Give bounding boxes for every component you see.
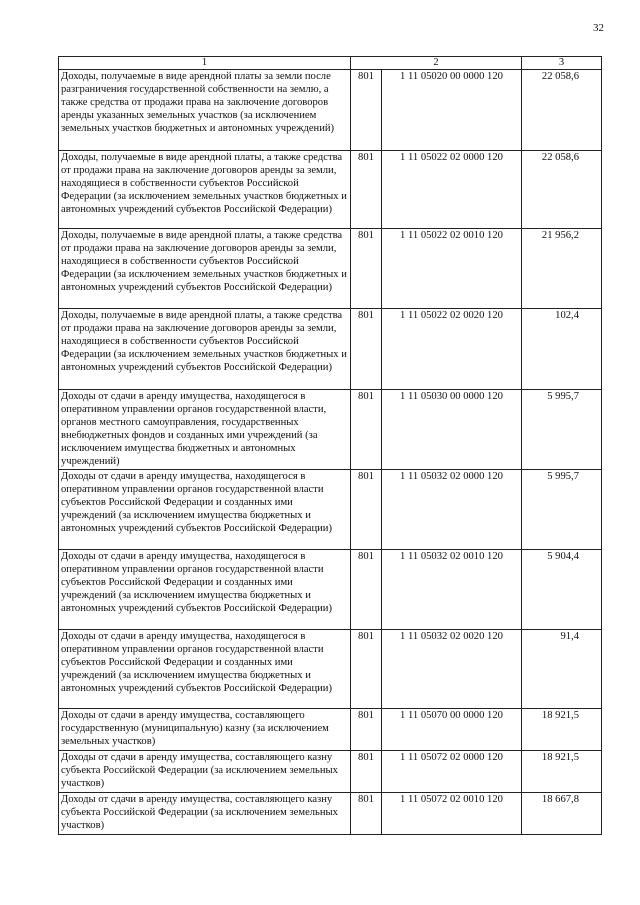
row-admin-code-text: 801 [358, 752, 374, 763]
row-admin-code [351, 630, 382, 709]
row-budget-code-text: 1 11 05030 00 0000 120 [400, 391, 503, 402]
row-amount [522, 793, 602, 835]
row-amount [522, 709, 602, 751]
row-admin-code [351, 309, 382, 390]
row-admin-code-text: 801 [358, 391, 374, 402]
row-description-text: Доходы, получаемые в виде арендной платы за земли после разграничения государственной собственности на землю, а также средства от продажи права на заключение договоров аренды указанных земельных участков (за исключением земельных участков бюджетных и автономных учреждений) [61, 71, 335, 134]
table-row [59, 229, 602, 309]
row-admin-code-text: 801 [358, 551, 374, 562]
row-amount-text: 18 921,5 [541, 752, 579, 763]
row-description-text: Доходы от сдачи в аренду имущества, находящегося в оперативном управлении органов государственной власти субъектов Российской Федерации и созданных ими учреждений (за исключением имущества бюджетных и автономных учреждений субъектов Российской Федерации) [61, 471, 333, 534]
row-amount-text: 91,4 [560, 631, 579, 642]
row-budget-code [382, 151, 522, 229]
row-amount [522, 151, 602, 229]
row-admin-code [351, 793, 382, 835]
row-admin-code-text: 801 [358, 152, 374, 163]
table-row [59, 751, 602, 793]
row-admin-code-text: 801 [358, 710, 374, 721]
row-admin-code-text: 801 [358, 794, 374, 805]
row-description-text: Доходы от сдачи в аренду имущества, составляющего казну субъекта Российской Федерации (за исключением земельных участков) [61, 752, 338, 789]
row-budget-code-text: 1 11 05020 00 0000 120 [400, 71, 503, 82]
table-row [59, 309, 602, 390]
row-amount [522, 550, 602, 630]
row-amount-text: 22 058,6 [541, 152, 579, 163]
row-budget-code [382, 309, 522, 390]
row-budget-code [382, 70, 522, 151]
row-amount-text: 102,4 [555, 310, 579, 321]
table-row [59, 390, 602, 470]
row-description-text: Доходы, получаемые в виде арендной платы, а также средства от продажи права на заключение договоров аренды за земли, находящиеся в собственности субъектов Российской Федерации (за исключением земельных участков бюджетных и автономных учреждений субъектов Российской Федерации) [61, 230, 347, 293]
row-description [59, 709, 351, 751]
row-budget-code [382, 550, 522, 630]
row-budget-code-text: 1 11 05022 02 0000 120 [400, 152, 503, 163]
row-budget-code-text: 1 11 05070 00 0000 120 [400, 710, 503, 721]
row-description-text: Доходы от сдачи в аренду имущества, находящегося в оперативном управлении органов государственной власти, органов местного самоуправления, государственных внебюджетных фондов и созданных ими учреждений (за исключением имущества бюджетных и автономных учреждений) [61, 391, 327, 467]
row-amount-text: 5 904,4 [547, 551, 579, 562]
row-admin-code-text: 801 [358, 631, 374, 642]
row-description-text: Доходы, получаемые в виде арендной платы, а также средства от продажи права на заключение договоров аренды за земли, находящиеся в собственности субъектов Российской Федерации (за исключением земельных участков бюджетных и автономных учреждений субъектов Российской Федерации) [61, 152, 347, 215]
row-admin-code-text: 801 [358, 71, 374, 82]
row-admin-code [351, 151, 382, 229]
table-row [59, 70, 602, 151]
header-col-1: 1 [59, 57, 351, 70]
row-description-text: Доходы от сдачи в аренду имущества, находящегося в оперативном управлении органов государственной власти субъектов Российской Федерации и созданных ими учреждений (за исключением имущества бюджетных и автономных учреждений субъектов Российской Федерации) [61, 551, 333, 614]
row-budget-code-text: 1 11 05032 02 0010 120 [400, 551, 503, 562]
row-budget-code [382, 709, 522, 751]
row-amount-text: 18 921,5 [541, 710, 579, 721]
row-admin-code [351, 229, 382, 309]
row-admin-code [351, 550, 382, 630]
row-budget-code [382, 229, 522, 309]
table-row [59, 550, 602, 630]
table-row [59, 709, 602, 751]
row-amount [522, 470, 602, 550]
table-header-row [59, 57, 602, 70]
row-amount-text: 21 956,2 [541, 230, 579, 241]
row-admin-code [351, 390, 382, 470]
row-amount [522, 390, 602, 470]
row-budget-code [382, 630, 522, 709]
row-amount [522, 70, 602, 151]
page-number: 32 [593, 22, 604, 34]
row-amount-text: 5 995,7 [547, 471, 579, 482]
row-amount-text: 18 667,8 [541, 794, 579, 805]
row-description-text: Доходы, получаемые в виде арендной платы, а также средства от продажи права на заключение договоров аренды за земли, находящиеся в собственности субъектов Российской Федерации (за исключением земельных участков бюджетных и автономных учреждений субъектов Российской Федерации) [61, 310, 347, 373]
row-description [59, 229, 351, 309]
row-description [59, 70, 351, 151]
row-budget-code-text: 1 11 05072 02 0010 120 [400, 794, 503, 805]
header-col-2: 2 [351, 57, 522, 70]
row-description [59, 470, 351, 550]
row-budget-code-text: 1 11 05032 02 0020 120 [400, 631, 503, 642]
row-budget-code [382, 390, 522, 470]
row-admin-code-text: 801 [358, 471, 374, 482]
table-row [59, 630, 602, 709]
row-admin-code [351, 470, 382, 550]
row-budget-code-text: 1 11 05022 02 0020 120 [400, 310, 503, 321]
table-row [59, 470, 602, 550]
row-amount [522, 309, 602, 390]
row-budget-code-text: 1 11 05022 02 0010 120 [400, 230, 503, 241]
row-description [59, 390, 351, 470]
row-budget-code [382, 793, 522, 835]
row-description [59, 550, 351, 630]
header-col-3: 3 [522, 57, 602, 70]
row-admin-code [351, 70, 382, 151]
row-description [59, 793, 351, 835]
row-admin-code [351, 709, 382, 751]
row-admin-code [351, 751, 382, 793]
row-budget-code-text: 1 11 05032 02 0000 120 [400, 471, 503, 482]
row-description-text: Доходы от сдачи в аренду имущества, находящегося в оперативном управлении органов государственной власти субъектов Российской Федерации и созданных ими учреждений (за исключением имущества бюджетных и автономных учреждений субъектов Российской Федерации) [61, 631, 333, 694]
budget-revenue-table [58, 56, 602, 835]
row-amount [522, 229, 602, 309]
row-admin-code-text: 801 [358, 310, 374, 321]
row-amount [522, 751, 602, 793]
row-budget-code-text: 1 11 05072 02 0000 120 [400, 752, 503, 763]
row-amount-text: 22 058,6 [541, 71, 579, 82]
row-description [59, 751, 351, 793]
table-row [59, 793, 602, 835]
row-description-text: Доходы от сдачи в аренду имущества, составляющего государственную (муниципальную) казну (за исключением земельных участков) [61, 710, 329, 747]
table-row [59, 151, 602, 229]
row-amount-text: 5 995,7 [547, 391, 579, 402]
row-admin-code-text: 801 [358, 230, 374, 241]
row-description [59, 309, 351, 390]
row-description [59, 151, 351, 229]
row-budget-code [382, 470, 522, 550]
row-description-text: Доходы от сдачи в аренду имущества, составляющего казну субъекта Российской Федерации (за исключением земельных участков) [61, 794, 338, 831]
row-description [59, 630, 351, 709]
row-budget-code [382, 751, 522, 793]
row-amount [522, 630, 602, 709]
